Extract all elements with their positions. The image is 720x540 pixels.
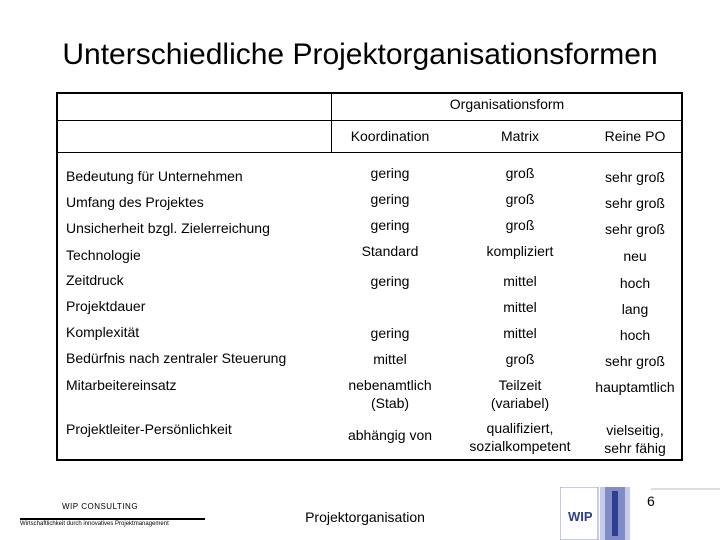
table-cell: hoch [619,327,651,343]
row-label: Zeitdruck [66,272,124,288]
table-cell: gering [370,165,410,181]
table-cell: nebenamtlich (Stab) [348,377,432,411]
row-label: Umfang des Projektes [66,194,204,210]
table-cell: sehr groß [605,195,665,211]
column-header-koordination: Koordination [350,128,430,144]
table-cell: mittel [373,351,407,367]
table-cell: lang [621,301,649,317]
table-cell: gering [370,217,410,233]
footer-accent-line [651,488,720,490]
row-label: Projektleiter-Persönlichkeit [66,421,232,437]
group-header-organisationsform: Organisationsform [449,96,565,112]
row-label: Unsicherheit bzgl. Zielerreichung [66,220,270,236]
column-header-reine-po: Reine PO [604,128,666,144]
table-cell: groß [505,191,535,207]
company-name: WIP CONSULTING [62,502,139,511]
table-cell: mittel [503,273,537,289]
table-cell: hoch [619,275,651,291]
table-cell: Standard [361,243,419,259]
table-cell: hauptamtlich [595,379,675,395]
table-cell: groß [505,351,535,367]
row-label: Technologie [66,247,141,263]
logo-text: WIP [568,509,593,524]
table-cell: kompliziert [486,243,554,259]
table-cell: gering [370,325,410,341]
wip-logo [560,487,646,540]
table-cell: sehr groß [605,353,665,369]
page-number: 6 [647,493,655,509]
table-cell: groß [505,165,535,181]
table-cell: Teilzeit (variabel) [490,377,550,411]
footer-divider [20,518,205,520]
table-header-bottom-rule [56,152,683,153]
table-cell: groß [505,217,535,233]
row-label: Komplexität [66,324,140,340]
company-tagline: Wirtschaftlichkeit durch innovatives Projektmanagement [20,521,169,527]
footer-topic: Projektorganisation [305,509,425,525]
row-label: Projektdauer [66,298,146,314]
table-cell: gering [370,273,410,289]
row-label: Bedeutung für Unternehmen [66,168,243,184]
row-label: Mitarbeitereinsatz [66,377,177,393]
table-cell: mittel [503,325,537,341]
table-cell: abhängig von [347,427,433,443]
table-cell: mittel [503,299,537,315]
slide-title: Unterschiedliche Projektorganisationsformen [62,38,658,71]
table-cell: qualifiziert, sozialkompetent [469,420,571,454]
table-cell: vielseitig, sehr fähig [604,422,666,456]
table-cell: gering [370,191,410,207]
row-label: Bedürfnis nach zentraler Steuerung [66,350,287,366]
table-cell: neu [623,248,647,264]
table-cell: sehr groß [605,221,665,237]
column-header-matrix: Matrix [500,128,540,144]
table-cell: sehr groß [605,169,665,185]
